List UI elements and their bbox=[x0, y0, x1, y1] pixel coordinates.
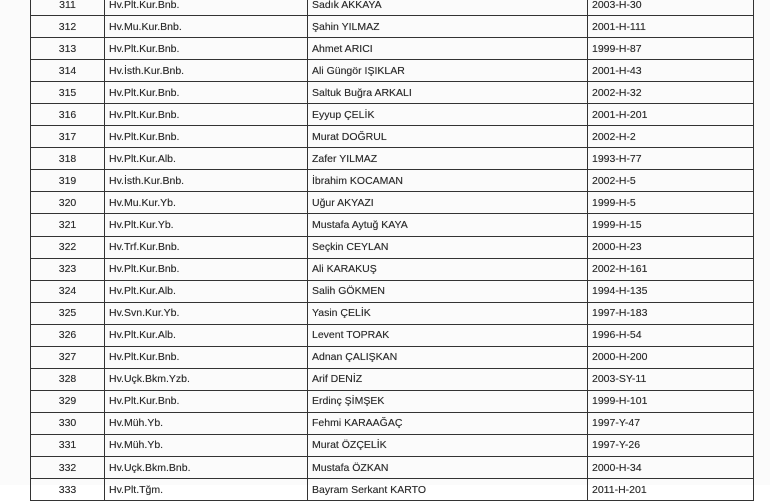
table-row bbox=[31, 324, 754, 346]
name-cell: İbrahim KOCAMAN bbox=[308, 170, 588, 192]
row-number-cell: 314 bbox=[31, 60, 105, 82]
name-cell: Ali KARAKUŞ bbox=[308, 258, 588, 280]
name-cell: Murat DOĞRUL bbox=[308, 126, 588, 148]
table-row bbox=[31, 104, 754, 126]
registry-number-cell: 1997-Y-47 bbox=[588, 412, 754, 434]
registry-number-cell: 1997-Y-26 bbox=[588, 434, 754, 456]
table-row bbox=[31, 0, 754, 16]
name-cell: Murat ÖZÇELİK bbox=[308, 434, 588, 456]
rank-cell: Hv.İsth.Kur.Bnb. bbox=[105, 60, 308, 82]
rank-cell: Hv.Plt.Kur.Bnb. bbox=[105, 346, 308, 368]
rank-cell: Hv.Plt.Kur.Bnb. bbox=[105, 0, 308, 16]
name-cell: Ali Güngör IŞIKLAR bbox=[308, 60, 588, 82]
rank-cell: Hv.Plt.Kur.Bnb. bbox=[105, 104, 308, 126]
row-number-cell: 319 bbox=[31, 170, 105, 192]
registry-number-cell: 1996-H-54 bbox=[588, 324, 754, 346]
rank-cell: Hv.Plt.Kur.Bnb. bbox=[105, 38, 308, 60]
rank-cell: Hv.Müh.Yb. bbox=[105, 412, 308, 434]
rank-cell: Hv.Svn.Kur.Yb. bbox=[105, 302, 308, 324]
registry-number-cell: 2002-H-5 bbox=[588, 170, 754, 192]
row-number-cell: 318 bbox=[31, 148, 105, 170]
registry-number-cell: 2003-SY-11 bbox=[588, 368, 754, 390]
rank-cell: Hv.Plt.Tğm. bbox=[105, 479, 308, 501]
registry-number-cell: 1999-H-101 bbox=[588, 390, 754, 412]
registry-number-cell: 1997-H-183 bbox=[588, 302, 754, 324]
name-cell: Arif DENİZ bbox=[308, 368, 588, 390]
row-number-cell: 322 bbox=[31, 236, 105, 258]
registry-number-cell: 2011-H-201 bbox=[588, 479, 754, 501]
registry-number-cell: 2002-H-32 bbox=[588, 82, 754, 104]
table-row bbox=[31, 38, 754, 60]
name-cell: Fehmi KARAAĞAÇ bbox=[308, 412, 588, 434]
row-number-cell: 325 bbox=[31, 302, 105, 324]
name-cell: Şahin YILMAZ bbox=[308, 16, 588, 38]
table-row bbox=[31, 60, 754, 82]
name-cell: Eyyup ÇELİK bbox=[308, 104, 588, 126]
name-cell: Mustafa Aytuğ KAYA bbox=[308, 214, 588, 236]
rank-cell: Hv.Müh.Yb. bbox=[105, 434, 308, 456]
table-row bbox=[31, 258, 754, 280]
row-number-cell: 323 bbox=[31, 258, 105, 280]
rank-cell: Hv.Trf.Kur.Bnb. bbox=[105, 236, 308, 258]
rank-cell: Hv.Plt.Kur.Bnb. bbox=[105, 82, 308, 104]
table-row bbox=[31, 456, 754, 478]
registry-number-cell: 1993-H-77 bbox=[588, 148, 754, 170]
table-row bbox=[31, 214, 754, 236]
rank-cell: Hv.Plt.Kur.Alb. bbox=[105, 148, 308, 170]
name-cell: Ahmet ARICI bbox=[308, 38, 588, 60]
row-number-cell: 321 bbox=[31, 214, 105, 236]
registry-number-cell: 2003-H-30 bbox=[588, 0, 754, 16]
registry-number-cell: 2001-H-43 bbox=[588, 60, 754, 82]
table-row bbox=[31, 368, 754, 390]
personnel-table bbox=[30, 0, 754, 501]
table-row bbox=[31, 390, 754, 412]
table-row bbox=[31, 192, 754, 214]
registry-number-cell: 2001-H-111 bbox=[588, 16, 754, 38]
registry-number-cell: 1999-H-87 bbox=[588, 38, 754, 60]
row-number-cell: 330 bbox=[31, 412, 105, 434]
registry-number-cell: 2001-H-201 bbox=[588, 104, 754, 126]
rank-cell: Hv.Uçk.Bkm.Yzb. bbox=[105, 368, 308, 390]
registry-number-cell: 1999-H-5 bbox=[588, 192, 754, 214]
row-number-cell: 324 bbox=[31, 280, 105, 302]
table-row bbox=[31, 82, 754, 104]
name-cell: Saltuk Buğra ARKALI bbox=[308, 82, 588, 104]
rank-cell: Hv.Plt.Kur.Yb. bbox=[105, 214, 308, 236]
registry-number-cell: 2000-H-34 bbox=[588, 456, 754, 478]
name-cell: Salih GÖKMEN bbox=[308, 280, 588, 302]
table-row bbox=[31, 302, 754, 324]
name-cell: Mustafa ÖZKAN bbox=[308, 456, 588, 478]
name-cell: Sadık AKKAYA bbox=[308, 0, 588, 16]
rank-cell: Hv.Plt.Kur.Alb. bbox=[105, 280, 308, 302]
row-number-cell: 311 bbox=[31, 0, 105, 16]
table-row bbox=[31, 148, 754, 170]
rank-cell: Hv.Plt.Kur.Bnb. bbox=[105, 390, 308, 412]
rank-cell: Hv.Plt.Kur.Bnb. bbox=[105, 258, 308, 280]
personnel-table-body bbox=[31, 0, 754, 501]
table-row bbox=[31, 479, 754, 501]
name-cell: Levent TOPRAK bbox=[308, 324, 588, 346]
name-cell: Uğur AKYAZI bbox=[308, 192, 588, 214]
registry-number-cell: 2000-H-23 bbox=[588, 236, 754, 258]
registry-number-cell: 2002-H-2 bbox=[588, 126, 754, 148]
row-number-cell: 312 bbox=[31, 16, 105, 38]
name-cell: Adnan ÇALIŞKAN bbox=[308, 346, 588, 368]
row-number-cell: 331 bbox=[31, 434, 105, 456]
row-number-cell: 332 bbox=[31, 456, 105, 478]
rank-cell: Hv.Mu.Kur.Yb. bbox=[105, 192, 308, 214]
row-number-cell: 333 bbox=[31, 479, 105, 501]
table-row bbox=[31, 170, 754, 192]
row-number-cell: 320 bbox=[31, 192, 105, 214]
registry-number-cell: 1999-H-15 bbox=[588, 214, 754, 236]
table-row bbox=[31, 16, 754, 38]
row-number-cell: 315 bbox=[31, 82, 105, 104]
row-number-cell: 317 bbox=[31, 126, 105, 148]
table-row bbox=[31, 412, 754, 434]
row-number-cell: 327 bbox=[31, 346, 105, 368]
name-cell: Erdinç ŞİMŞEK bbox=[308, 390, 588, 412]
table-row bbox=[31, 434, 754, 456]
row-number-cell: 329 bbox=[31, 390, 105, 412]
rank-cell: Hv.Plt.Kur.Bnb. bbox=[105, 126, 308, 148]
table-row bbox=[31, 126, 754, 148]
name-cell: Seçkin CEYLAN bbox=[308, 236, 588, 258]
table-row bbox=[31, 346, 754, 368]
row-number-cell: 316 bbox=[31, 104, 105, 126]
registry-number-cell: 2002-H-161 bbox=[588, 258, 754, 280]
table-row bbox=[31, 280, 754, 302]
registry-number-cell: 2000-H-200 bbox=[588, 346, 754, 368]
name-cell: Yasin ÇELİK bbox=[308, 302, 588, 324]
rank-cell: Hv.Mu.Kur.Bnb. bbox=[105, 16, 308, 38]
row-number-cell: 313 bbox=[31, 38, 105, 60]
rank-cell: Hv.İsth.Kur.Bnb. bbox=[105, 170, 308, 192]
name-cell: Bayram Serkant KARTO bbox=[308, 479, 588, 501]
row-number-cell: 326 bbox=[31, 324, 105, 346]
row-number-cell: 328 bbox=[31, 368, 105, 390]
registry-number-cell: 1994-H-135 bbox=[588, 280, 754, 302]
table-row bbox=[31, 236, 754, 258]
rank-cell: Hv.Uçk.Bkm.Bnb. bbox=[105, 456, 308, 478]
name-cell: Zafer YILMAZ bbox=[308, 148, 588, 170]
rank-cell: Hv.Plt.Kur.Alb. bbox=[105, 324, 308, 346]
